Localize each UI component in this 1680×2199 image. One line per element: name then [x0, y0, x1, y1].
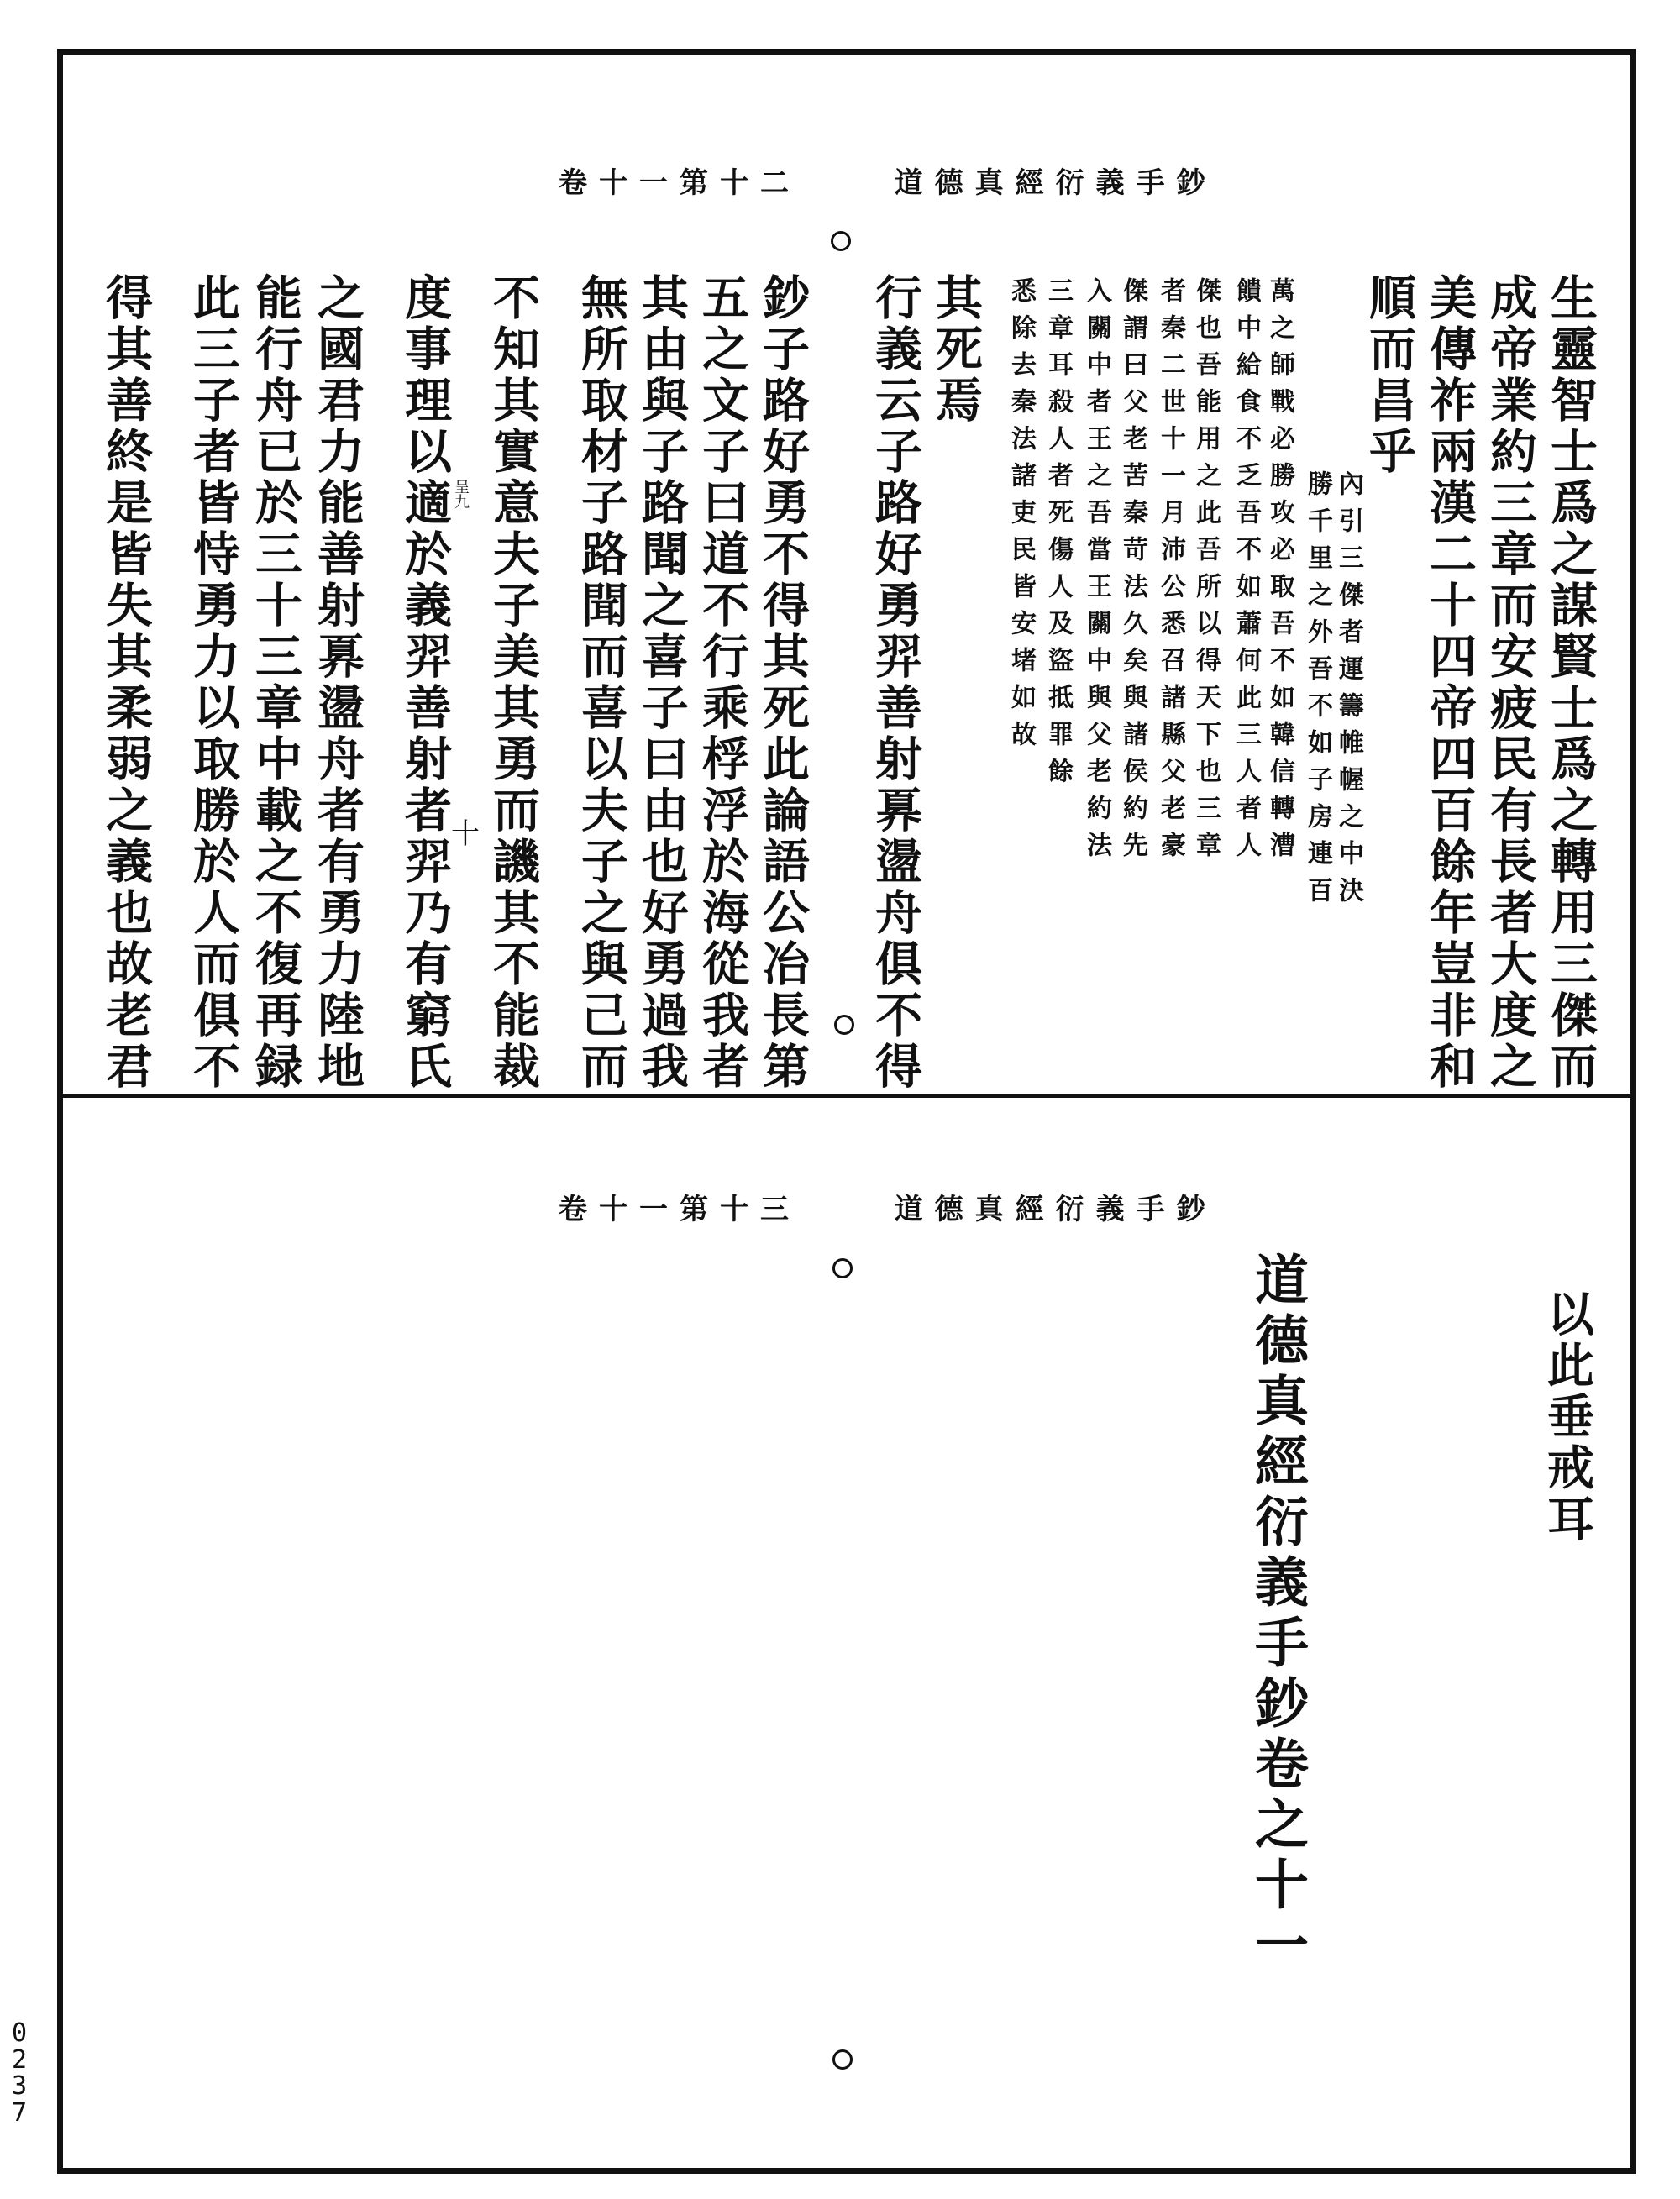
- text-column: 之國君力能善射奡盪舟者有勇力陸地: [310, 273, 365, 1093]
- binding-hole-top: [831, 231, 851, 251]
- text-column: 度事理以適於義羿善射者羿乃有窮氏: [397, 273, 453, 1093]
- text-column: 鈔子路好勇不得其死此論語公冶長第: [755, 273, 811, 1093]
- annotation-column: 悉除去秦法諸吏民皆安堵如故: [1006, 277, 1036, 758]
- top-header-volume: 卷十一第十二: [559, 166, 801, 200]
- annotation-column: 勝千里之外吾不如子房連百: [1303, 470, 1332, 914]
- volume-end-title: 道德真經衍義手鈔卷之十一: [1246, 1252, 1309, 1977]
- annotation-column: 傑謂曰父老苦秦苛法久矣與諸侯約先: [1118, 277, 1147, 869]
- closing-line: 以此垂戒耳: [1540, 1289, 1595, 1546]
- binding-hole-mid: [834, 1015, 854, 1035]
- text-column: 其死焉: [928, 273, 984, 427]
- binding-hole-lower: [832, 1258, 853, 1278]
- text-column: 其由與子路聞之喜子曰由也好勇過我: [634, 273, 690, 1093]
- text-column: 能行舟已於三十三章中載之不復再録: [248, 273, 303, 1093]
- text-column: 得其善終是皆失其柔弱之義也故老君: [98, 273, 154, 1093]
- annotation-column: 饋中給食不乏吾不如蕭何此三人者人: [1231, 277, 1261, 869]
- text-column: 行義云子路好勇羿善射奡盪舟俱不得: [868, 273, 923, 1093]
- top-running-header: [559, 160, 1217, 201]
- text-column: 生靈智士爲之謀賢士爲之轉用三傑而: [1543, 273, 1599, 1093]
- text-column: 順而昌乎: [1362, 273, 1417, 478]
- text-column: 成帝業約三章而安疲民有長者大度之: [1483, 273, 1538, 1093]
- text-column: 不知其實意夫子美其勇而譏其不能裁: [486, 273, 541, 1093]
- bottom-header-title: 道德真經衍義手鈔: [894, 1193, 1217, 1226]
- page-divider: [57, 1094, 1636, 1098]
- annotation-column: 入關中者王之吾當王關中與父老約法: [1082, 277, 1111, 869]
- text-column: 美傳祚兩漢二十四帝四百餘年豈非和: [1422, 273, 1478, 1093]
- cross-mark: 十: [451, 817, 480, 851]
- annotation-column: 者秦二世十一月沛公悉召諸縣父老豪: [1156, 277, 1185, 869]
- annotation-column: 三章耳殺人者死傷人及盜抵罪餘: [1043, 277, 1073, 795]
- text-column: 此三子者皆恃勇力以取勝於人而俱不: [186, 273, 241, 1093]
- top-header-title: 道德真經衍義手鈔: [894, 166, 1217, 200]
- page-number: 0 2 3 7: [11, 2018, 28, 2128]
- annotation-column: 傑也吾能用之此吾所以得天下也三章: [1191, 277, 1221, 869]
- annotation-column: 萬之師戰必勝攻必取吾不如韓信轉漕: [1265, 277, 1294, 869]
- tiny-mark: 呈九: [452, 479, 470, 509]
- text-column: 無所取材子路聞而喜以夫子之與己而: [574, 273, 629, 1093]
- text-column: 五之文子曰道不行乘桴浮於海從我者: [695, 273, 750, 1093]
- binding-hole-bottom: [832, 2049, 853, 2070]
- annotation-column: 內引三傑者運籌帷幄之中決: [1334, 470, 1363, 914]
- bottom-header-volume: 卷十一第十三: [559, 1193, 801, 1226]
- bottom-running-header: [559, 1186, 1217, 1227]
